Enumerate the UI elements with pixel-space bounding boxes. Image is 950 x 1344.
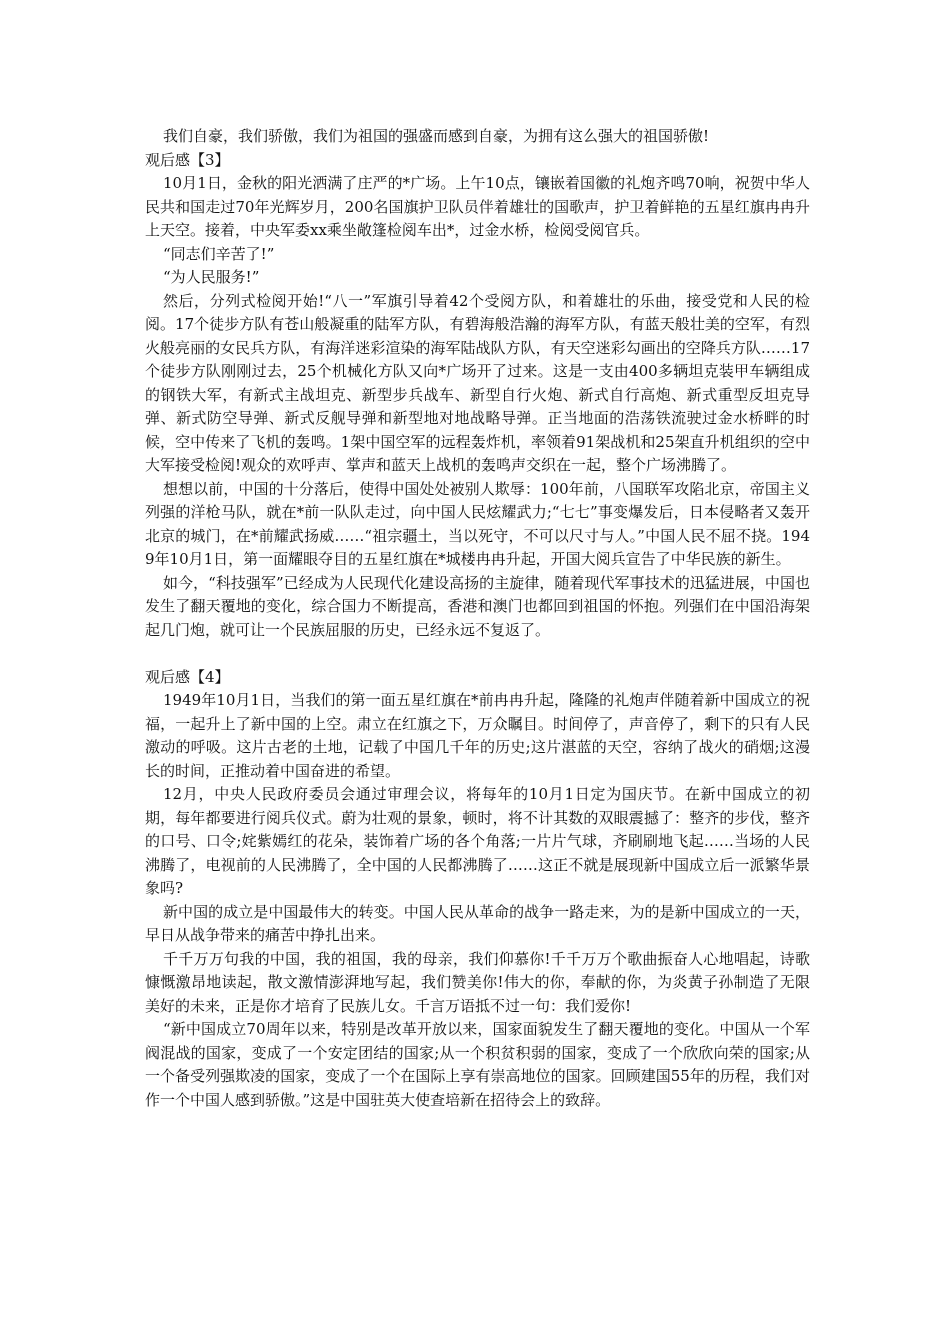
section3-paragraph: “为人民服务!” (163, 268, 260, 286)
section4-paragraph: 新中国的成立是中国最伟大的转变。中国人民从革命的战争一路走来，为的是新中国成立的一天，早日从战争带来的痛苦中挣扎出来。 (145, 902, 810, 944)
document-body (145, 125, 810, 1112)
section3-paragraph: 10月1日，金秋的阳光洒满了庄严的*广场。上午10点，镶嵌着国徽的礼炮齐鸣70响，祝贺中华人民共和国走过70年光辉岁月，200名国旗护卫队员伴着雄壮的国歌声，护卫着鲜艳的五星红旗冉冉升上天空。接着，中央军委xx乘坐敞篷检阅车出*，过金水桥，检阅受阅官兵。 (145, 174, 810, 239)
section3-paragraph: “同志们辛苦了!” (163, 244, 275, 263)
section-heading-4: 观后感【4】 (145, 667, 230, 686)
section-spacer (145, 642, 810, 666)
section4-paragraph: 12月，中央人民政府委员会通过审理会议，将每年的10月1日定为国庆节。在新中国成立的初期，每年都要进行阅兵仪式。蔚为壮观的景象，顿时，将不计其数的双眼震撼了：整齐的步伐，整齐的口号、口令;姹紫嫣红的花朵，装饰着广场的各个角落;一片片气球，齐刷刷地飞起……当场的人民沸腾了，电视前的人民沸腾了，全中国的人民都沸腾了……这正不就是展现新中国成立后一派繁华景象吗? (145, 785, 810, 897)
section4-paragraph: 1949年10月1日，当我们的第一面五星红旗在*前冉冉升起，隆隆的礼炮声伴随着新中国成立的祝福，一起升上了新中国的上空。肃立在红旗之下，万众瞩目。时间停了，声音停了，剩下的只有人民激动的呼吸。这片古老的土地，记载了中国几千年的历史;这片湛蓝的天空，容纳了战火的硝烟;这漫长的时间，正推动着中国奋进的希望。 (145, 691, 810, 780)
section3-paragraph: 如今，“科技强军”已经成为人民现代化建设高扬的主旋律，随着现代军事技术的迅猛进展，中国也发生了翻天覆地的变化，综合国力不断提高，香港和澳门也都回到祖国的怀抱。列强们在中国沿海架起几门炮，就可让一个民族屈服的历史，已经永远不复返了。 (145, 573, 810, 639)
section3-paragraph: 想想以前，中国的十分落后，使得中国处处被别人欺辱：100年前，八国联军攻陷北京，帝国主义列强的洋枪马队，就在*前一队队走过，向中国人民炫耀武力;“七七”事变爆发后，日本侵略者又轰开北京的城门，在*前耀武扬威……“祖宗疆土，当以死守，不可以尺寸与人。”中国人民不屈不挠。1949年10月1日，第一面耀眼夺目的五星红旗在*城楼冉冉升起，开国大阅兵宣告了中华民族的新生。 (145, 479, 810, 568)
section4-paragraph: 千千万万句我的中国，我的祖国，我的母亲，我们仰慕你!千千万万个歌曲振奋人心地唱起，诗歌慷慨激昂地读起，散文激情澎湃地写起，我们赞美你!伟大的你，奉献的你，为炎黄子孙制造了无限美好的未来，正是你才培育了民族儿女。千言万语抵不过一句：我们爱你! (145, 949, 810, 1015)
intro-paragraph: 我们自豪，我们骄傲，我们为祖国的强盛而感到自豪，为拥有这么强大的祖国骄傲! (163, 127, 710, 145)
section-heading-3: 观后感【3】 (145, 150, 230, 169)
section3-paragraph: 然后，分列式检阅开始!“八一”军旗引导着42个受阅方队，和着雄壮的乐曲，接受党和人民的检阅。17个徒步方队有苍山般凝重的陆军方队，有碧海般浩瀚的海军方队，有蓝天般壮美的空军，有烈火般亮丽的女民兵方队，有海洋迷彩渲染的海军陆战队方队，有天空迷彩勾画出的空降兵方队……17个徒步方队刚刚过去，25个机械化方队又向*广场开了过来。这是一支由400多辆坦克装甲车辆组成的钢铁大军，有新式主战坦克、新型步兵战车、新型自行火炮、新式自行高炮、新式重型反坦克导弹、新式防空导弹、新式反舰导弹和新型地对地战略导弹。正当地面的浩荡铁流驶过金水桥畔的时候，空中传来了飞机的轰鸣。1架中国空军的远程轰炸机，率领着91架战机和25架直升机组织的空中大军接受检阅!观众的欢呼声、掌声和蓝天上战机的轰鸣声交织在一起，整个广场沸腾了。 (145, 291, 810, 474)
section4-paragraph: “新中国成立70周年以来，特别是改革开放以来，国家面貌发生了翻天覆地的变化。中国从一个军阀混战的国家，变成了一个安定团结的国家;从一个积贫积弱的国家，变成了一个欣欣向荣的国家;从一个备受列强欺凌的国家，变成了一个在国际上享有崇高地位的国家。回顾建国55年的历程，我们对作一个中国人感到骄傲。”这是中国驻英大使查培新在招待会上的致辞。 (145, 1020, 810, 1109)
